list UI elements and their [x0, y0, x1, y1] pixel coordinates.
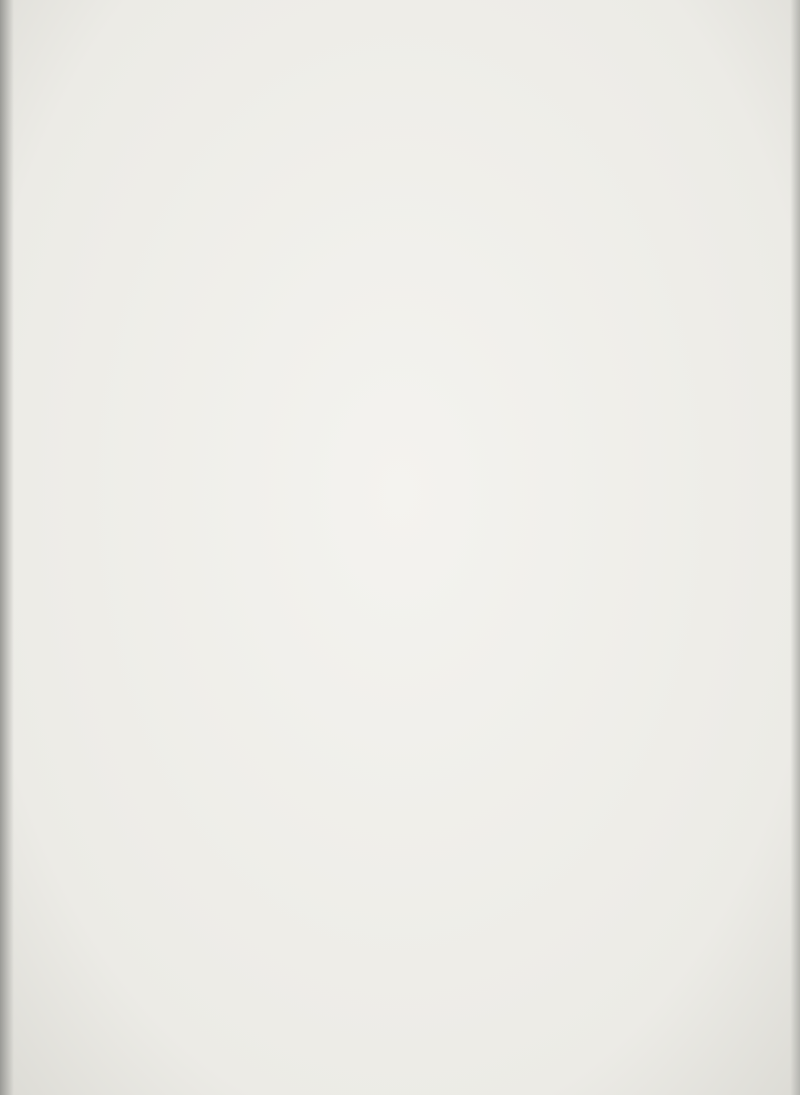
page-edge-shadow-left [0, 0, 14, 1095]
page-content [128, 58, 684, 202]
page-edge-shadow-right [790, 0, 800, 1095]
